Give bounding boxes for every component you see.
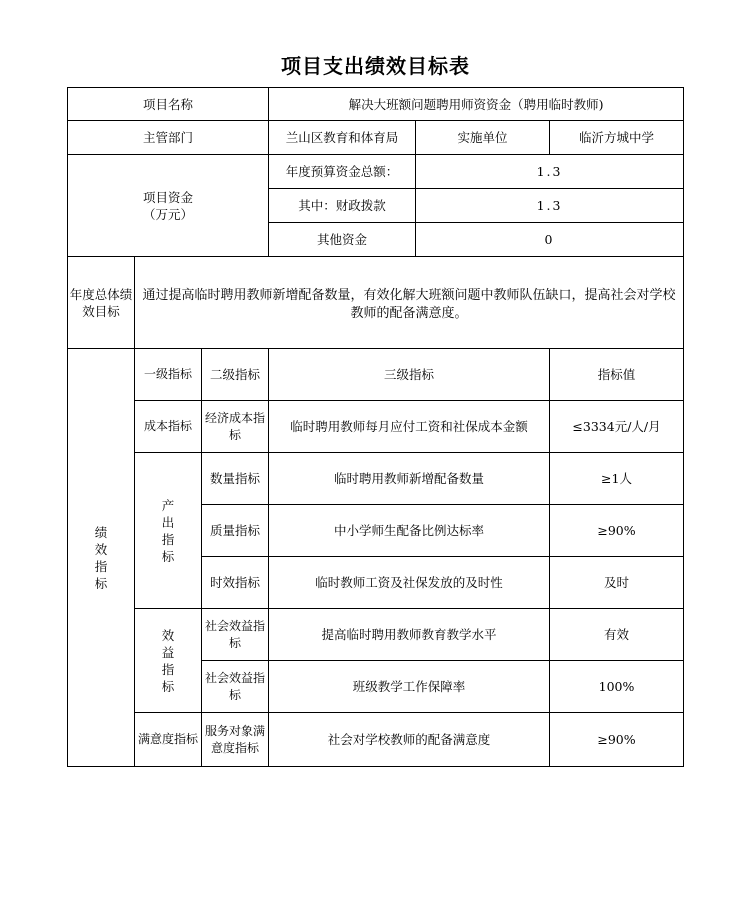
value-cell: 100% bbox=[550, 661, 684, 713]
value-cell: 有效 bbox=[550, 609, 684, 661]
funds-other-value: 0 bbox=[416, 223, 684, 257]
level3-header: 三级指标 bbox=[269, 349, 550, 401]
benefit-group-label bbox=[135, 609, 202, 713]
level2-cell: 社会效益指标 bbox=[202, 609, 269, 661]
annual-goal-row bbox=[68, 257, 684, 349]
annual-goal-text: 通过提高临时聘用教师新增配备数量，有效化解大班额问题中教师队伍缺口，提高社会对学校教师的配备满意度。 bbox=[135, 257, 684, 349]
cost-group-label: 成本指标 bbox=[135, 401, 202, 453]
funds-fiscal-label: 其中：财政拨款 bbox=[269, 189, 416, 223]
funds-label-text: 项目资金 （万元） bbox=[143, 189, 194, 222]
level3-cell: 社会对学校教师的配备满意度 bbox=[269, 713, 550, 767]
value-cell: ≤3334元/人/月 bbox=[550, 401, 684, 453]
value-cell: ≥90% bbox=[550, 505, 684, 557]
output-group-label bbox=[135, 453, 202, 609]
annual-goal-label: 年度总体绩效目标 bbox=[68, 257, 135, 349]
benefit-group-text: 效益指标 bbox=[161, 627, 175, 694]
level2-cell: 质量指标 bbox=[202, 505, 269, 557]
funds-total-row bbox=[68, 155, 684, 189]
table-row bbox=[68, 713, 684, 767]
value-cell: ≥1人 bbox=[550, 453, 684, 505]
level3-cell: 临时聘用教师新增配备数量 bbox=[269, 453, 550, 505]
project-name-row bbox=[68, 88, 684, 121]
project-name-label: 项目名称 bbox=[68, 88, 269, 121]
table-row bbox=[68, 401, 684, 453]
level2-cell: 社会效益指标 bbox=[202, 661, 269, 713]
impl-unit-value: 临沂方城中学 bbox=[550, 121, 684, 155]
level2-cell: 时效指标 bbox=[202, 557, 269, 609]
department-row bbox=[68, 121, 684, 155]
funds-total-value: 1.3 bbox=[416, 155, 684, 189]
output-group-text: 产出指标 bbox=[161, 497, 175, 564]
impl-unit-label: 实施单位 bbox=[416, 121, 550, 155]
indicators-section-text: 绩效指标 bbox=[94, 524, 108, 591]
page-title: 项目支出绩效目标表 bbox=[281, 54, 470, 78]
table-row bbox=[68, 609, 684, 661]
level2-cell: 服务对象满意度指标 bbox=[202, 713, 269, 767]
level1-header: 一级指标 bbox=[135, 349, 202, 401]
funds-other-label: 其他资金 bbox=[269, 223, 416, 257]
level3-cell: 临时教师工资及社保发放的及时性 bbox=[269, 557, 550, 609]
level2-header: 二级指标 bbox=[202, 349, 269, 401]
funds-label bbox=[68, 155, 269, 257]
value-cell: 及时 bbox=[550, 557, 684, 609]
indicators-section-label bbox=[68, 349, 135, 767]
value-cell: ≥90% bbox=[550, 713, 684, 767]
department-value: 兰山区教育和体育局 bbox=[269, 121, 416, 155]
funds-total-label: 年度预算资金总额： bbox=[269, 155, 416, 189]
funds-fiscal-value: 1.3 bbox=[416, 189, 684, 223]
performance-goal-table bbox=[67, 87, 684, 767]
level3-cell: 班级教学工作保障率 bbox=[269, 661, 550, 713]
level3-cell: 中小学师生配备比例达标率 bbox=[269, 505, 550, 557]
department-label: 主管部门 bbox=[68, 121, 269, 155]
level3-cell: 提高临时聘用教师教育教学水平 bbox=[269, 609, 550, 661]
table-row bbox=[68, 453, 684, 505]
level2-cell: 经济成本指标 bbox=[202, 401, 269, 453]
satisfaction-group-label: 满意度指标 bbox=[135, 713, 202, 767]
level2-cell: 数量指标 bbox=[202, 453, 269, 505]
project-name-value: 解决大班额问题聘用师资资金（聘用临时教师) bbox=[269, 88, 684, 121]
level3-cell: 临时聘用教师每月应付工资和社保成本金额 bbox=[269, 401, 550, 453]
value-header: 指标值 bbox=[550, 349, 684, 401]
indicator-header-row bbox=[68, 349, 684, 401]
